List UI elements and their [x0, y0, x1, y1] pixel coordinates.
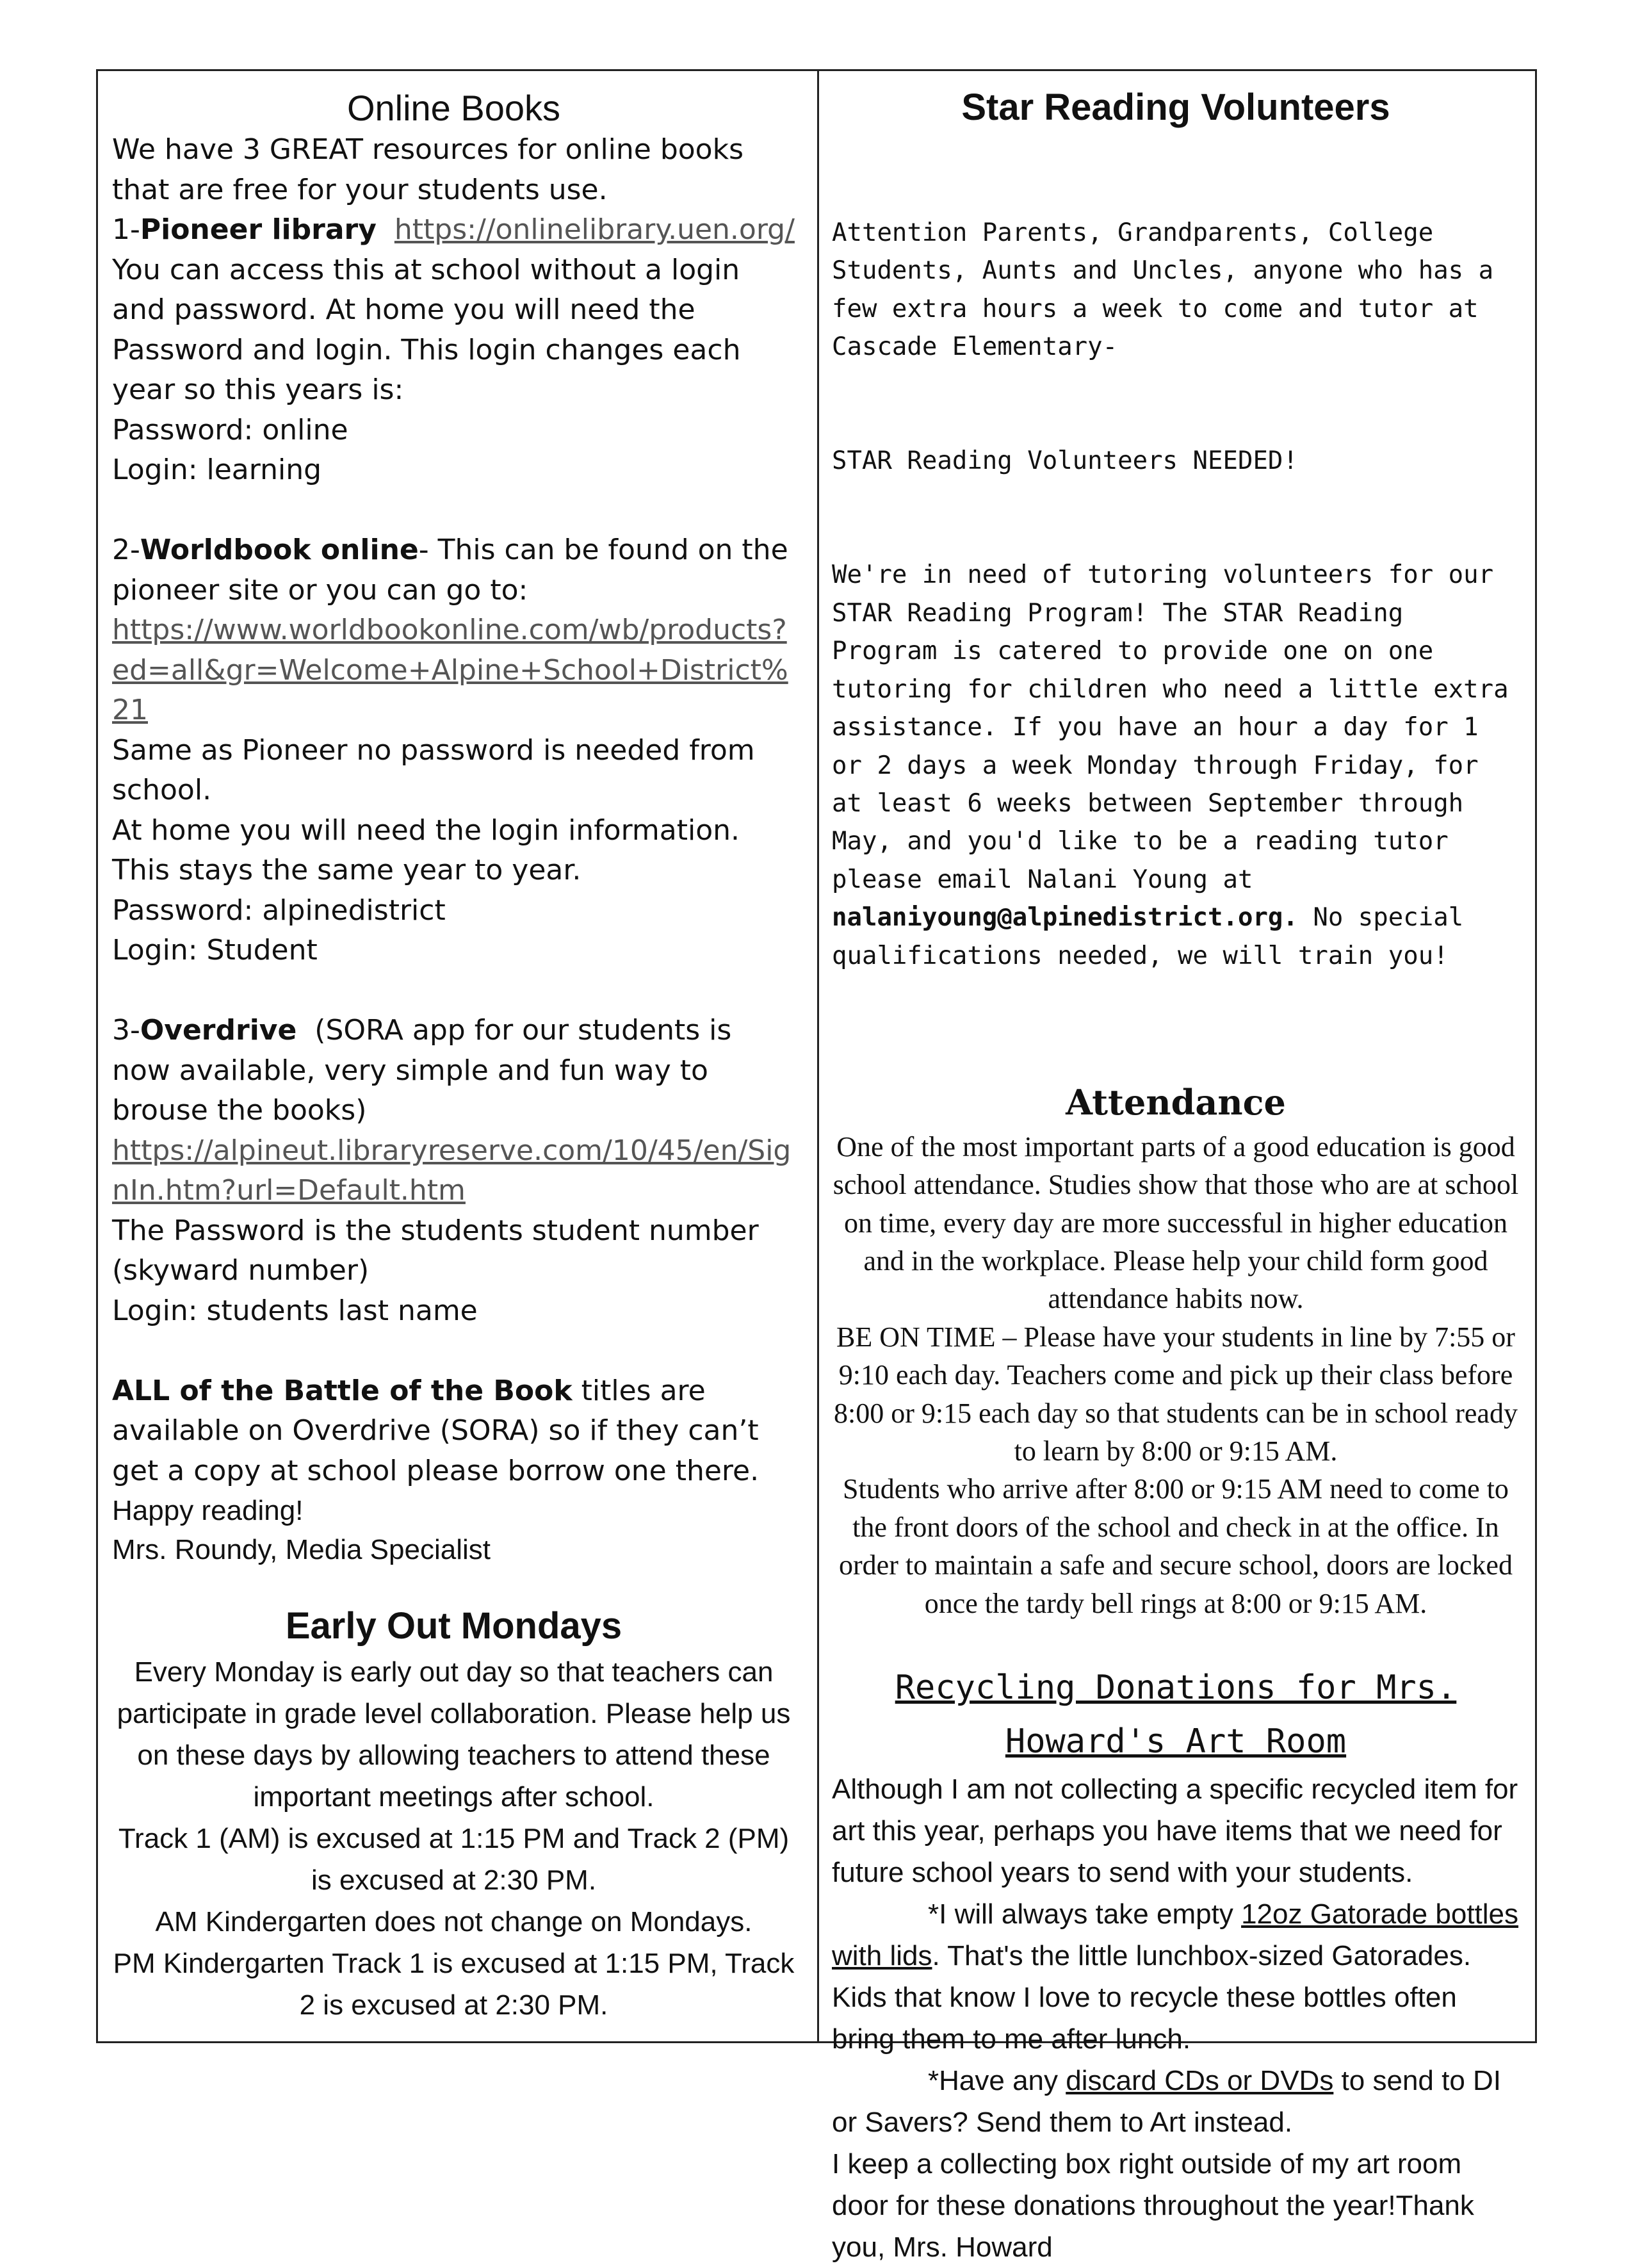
recycling-p3-b: to send to DI or Savers? Send them to Art instead.: [832, 2065, 1502, 2139]
attendance-section: [832, 1128, 1520, 1622]
recycling-p4: I keep a collecting box right outside of my art room door for these donations throughout the year!Thank you, Mrs. Howard: [832, 2148, 1474, 2264]
star-reading-p3-text: We're in need of tutoring volunteers for our STAR Reading Program! The STAR Reading Program is catered to provide one on one tutoring for children who need a little extra assistance. If you have an hour a day for 1 or 2 days a week Monday through Friday, for at least 6 weeks between September through May, and you'd like to be a reading tutor please email Nalani Young at: [832, 560, 1524, 894]
overdrive-name: Overdrive: [140, 1014, 297, 1047]
early-out-title: Early Out Mondays: [285, 1605, 622, 1647]
gatorade-bottles-text: 12oz Gatorade bottles with lids: [832, 1898, 1519, 1972]
battle-of-books-note: [112, 1371, 795, 1492]
recycling-p2-b: . That's the little lunchbox-sized Gatorades. Kids that know I love to recycle these bottles often bring them to me after lunch.: [832, 1940, 1472, 2055]
pioneer-number: 1-: [112, 213, 140, 246]
pioneer-description: You can access this at school without a login and password. At home you will need the Password and login. This login changes each year so this years is:: [112, 253, 741, 406]
early-out-p4: PM Kindergarten Track 1 is excused at 1:15 PM, Track 2 is excused at 2:30 PM.: [113, 1948, 795, 2021]
worldbook-description: - This can be found on the pioneer site or you can go to:: [112, 534, 788, 607]
right-column: [819, 71, 1535, 2264]
online-books-closing: [112, 1491, 795, 1569]
star-reading-p3-end: No special qualifications needed, we will train you!: [832, 903, 1479, 970]
overdrive-password: The Password is the students student number (skyward number): [112, 1214, 759, 1287]
attendance-p3: Students who arrive after 8:00 or 9:15 AM need to come to the front doors of the school and check in at the office. In order to maintain a safe and secure school, doors are locked once the tardy bell rings at 8:00 or 9:15 AM.: [839, 1473, 1513, 1619]
battle-of-books-bold: ALL of the Battle of the Book: [112, 1374, 573, 1407]
media-specialist-signature: Mrs. Roundy, Media Specialist: [112, 1534, 491, 1565]
worldbook-entry: [112, 530, 795, 610]
happy-reading: Happy reading!: [112, 1495, 304, 1526]
overdrive-number: 3-: [112, 1014, 140, 1047]
battle-of-books-rest: titles are available on Overdrive (SORA) so if they can’t get a copy at school please borrow one there.: [112, 1374, 760, 1487]
attendance-p2: BE ON TIME – Please have your students in line by 7:55 or 9:10 each day. Teachers come and pick up their class before 8:00 or 9:15 each day so that students can be in school ready to learn by 8:00 or 9:15 AM.: [834, 1321, 1518, 1467]
overdrive-entry: [112, 1011, 795, 1131]
recycling-section: [832, 1768, 1520, 2268]
pioneer-library-link[interactable]: https://onlinelibrary.uen.org/: [394, 213, 795, 246]
early-out-p1: Every Monday is early out day so that teachers can participate in grade level collaboration. Please help us on these days by allowing teachers to attend these important meetings after school.: [117, 1656, 791, 1813]
pioneer-login: Login: learning: [112, 453, 322, 486]
worldbook-number: 2-: [112, 534, 140, 566]
pioneer-library-name: Pioneer library: [140, 213, 377, 246]
attendance-title: Attendance: [1066, 1081, 1286, 1123]
left-column: [98, 71, 819, 2041]
star-reading-p1: Attention Parents, Grandparents, College Students, Aunts and Uncles, anyone who has a few extra hours a week to come and tutor at Cascade Elementary-: [832, 218, 1509, 362]
star-reading-p2: STAR Reading Volunteers NEEDED!: [832, 446, 1298, 476]
pioneer-password: Password: online: [112, 413, 348, 446]
online-books-section: [112, 130, 795, 1491]
attendance-p1: One of the most important parts of a good education is good school attendance. Studies show that those who are at school on time, every day are more successful in higher education and in the workplace. Please help your child form good attendance habits now.: [833, 1130, 1519, 1315]
pioneer-library-entry: [112, 210, 795, 250]
recycling-p3-a: *Have any: [928, 2065, 1066, 2097]
newsletter-page-frame: [96, 69, 1537, 2264]
worldbook-link[interactable]: https://www.worldbookonline.com/wb/products?ed=all&gr=Welcome+Alpine+School+District%21: [112, 614, 788, 726]
recycling-p2: [832, 1893, 1520, 2060]
online-books-title: Online Books: [346, 88, 561, 128]
star-reading-p3: [832, 556, 1524, 974]
cds-dvds-text: discard CDs or DVDs: [1066, 2065, 1334, 2097]
worldbook-name: Worldbook online: [140, 534, 419, 566]
volunteer-email[interactable]: nalaniyoung@alpinedistrict.org.: [832, 903, 1298, 933]
recycling-p3: [832, 2060, 1520, 2143]
star-reading-title: Star Reading Volunteers: [961, 86, 1390, 128]
recycling-title: Recycling Donations for Mrs. Howard's Art Room: [895, 1668, 1457, 1761]
online-books-intro: We have 3 GREAT resources for online books that are free for your students use.: [112, 133, 744, 206]
worldbook-login: Login: Student: [112, 934, 318, 967]
worldbook-password: Password: alpinedistrict: [112, 893, 446, 927]
overdrive-login: Login: students last name: [112, 1294, 478, 1327]
worldbook-note: Same as Pioneer no password is needed from school.: [112, 733, 755, 806]
early-out-p2: Track 1 (AM) is excused at 1:15 PM and Track 2 (PM) is excused at 2:30 PM.: [118, 1823, 790, 1896]
recycling-p2-a: *I will always take empty: [928, 1898, 1242, 1930]
recycling-p1: Although I am not collecting a specific recycled item for art this year, perhaps you have items that we need for future school years to send with your students.: [832, 1774, 1518, 1889]
overdrive-link[interactable]: https://alpineut.libraryreserve.com/10/45/en/SignIn.htm?url=Default.htm: [112, 1134, 792, 1207]
star-reading-section: [832, 138, 1524, 1051]
early-out-section: [112, 1651, 795, 2026]
worldbook-home-note: At home you will need the login information. This stays the same year to year.: [112, 813, 740, 886]
overdrive-description: (SORA app for our students is now available, very simple and fun way to brouse the books): [112, 1014, 741, 1127]
early-out-p3: AM Kindergarten does not change on Mondays.: [155, 1906, 752, 1938]
